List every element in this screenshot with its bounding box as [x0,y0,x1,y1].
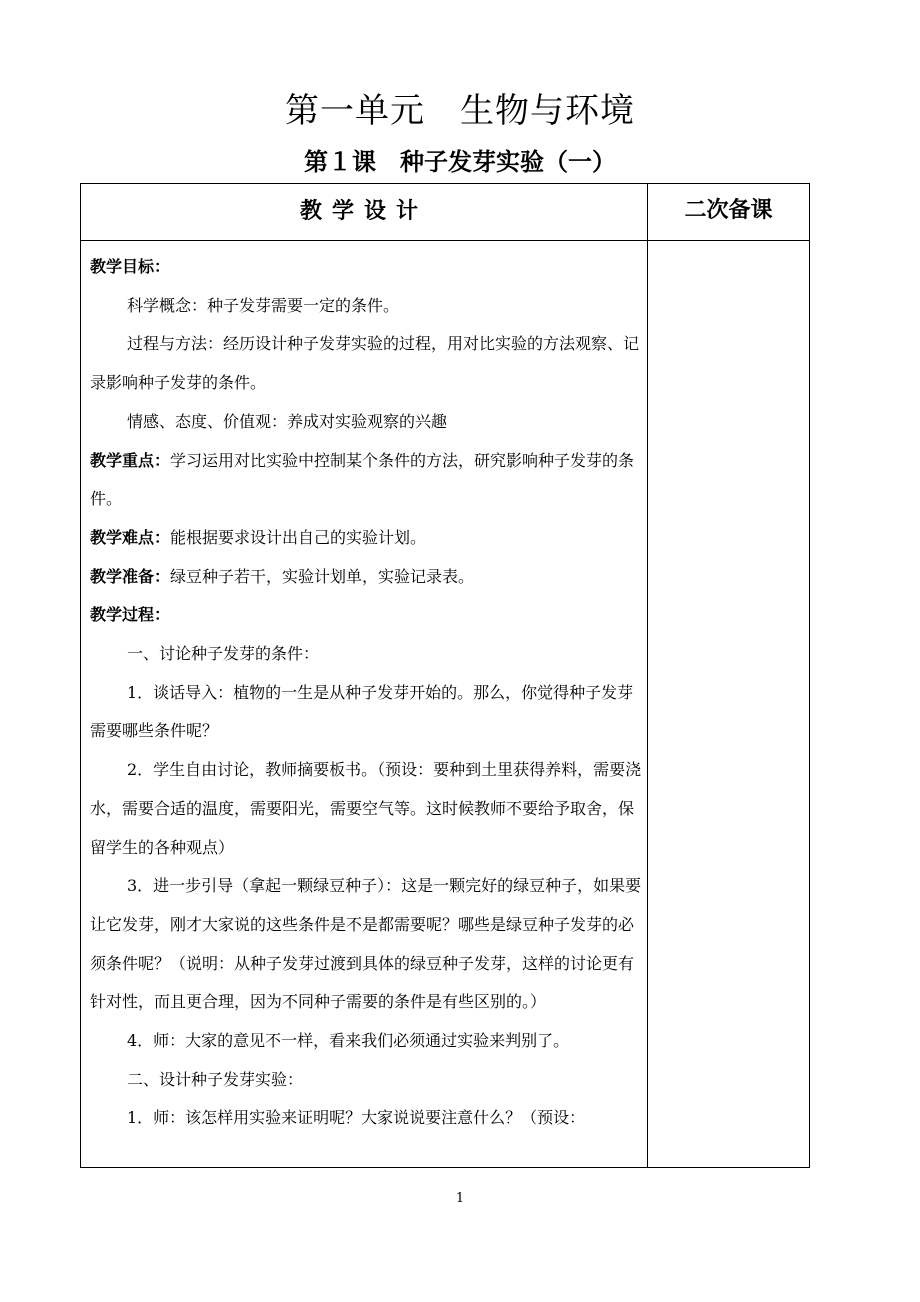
step-1-3: 3．进一步引导（拿起一颗绿豆种子）：这是一颗完好的绿豆种子，如果要让它发芽，刚才大家说的这些条件是不是都需要呢？哪些是绿豆种子发芽的必须条件呢？（说明：从种子发芽过渡到具体的绿豆种子发芽，这样的讨论更有针对性，而且更合理，因为不同种子需要的条件是有些区别的。） [90,876,642,1012]
objective-process: 过程与方法：经历设计种子发芽实验的过程，用对比实验的方法观察、记录影响种子发芽的条件。 [90,334,640,393]
difficulty-paragraph [90,519,642,558]
difficulty-text: 能根据要求设计出自己的实验计划。 [170,527,427,547]
objectives-paragraph [90,248,642,287]
preparation-paragraph [90,558,642,597]
lesson-title: 第１课 种子发芽实验（一） [304,148,616,176]
section-1-title: 一、讨论种子发芽的条件： [127,644,320,664]
process-label: 教学过程： [90,605,171,625]
table-header-second-preparation: 二次备课 [684,198,773,223]
difficulty-label: 教学难点： [90,527,171,547]
objective-concept: 科学概念：种子发芽需要一定的条件。 [127,295,400,315]
step-1-2: 2．学生自由讨论，教师摘要板书。（预设：要种到土里获得养料，需要浇水，需要合适的温度，需要阳光，需要空气等。这时候教师不要给予取舍，保留学生的各种观点） [90,760,642,857]
page-number: 1 [455,1191,465,1206]
section-2-title: 二、设计种子发芽实验： [127,1069,304,1089]
process-paragraph [90,596,642,635]
key-point-paragraph [90,442,642,519]
objective-attitude: 情感、态度、价值观：养成对实验观察的兴趣 [127,411,448,431]
unit-title: 第一单元 生物与环境 [285,91,635,131]
table-header-teaching-design: 教学设计 [299,199,428,224]
objectives-label: 教学目标： [90,257,171,276]
step-1-1: 1．谈话导入：植物的一生是从种子发芽开始的。那么，你觉得种子发芽需要哪些条件呢？ [90,682,634,741]
step-2-1: 1．师：该怎样用实验来证明呢？大家说说要注意什么？（预设： [127,1108,586,1128]
key-point-label: 教学重点： [90,450,171,470]
preparation-text: 绿豆种子若干，实验计划单，实验记录表。 [170,566,475,586]
preparation-label: 教学准备： [90,566,171,586]
key-point-text: 学习运用对比实验中控制某个条件的方法，研究影响种子发芽的条件。 [90,450,635,509]
lesson-plan-table [80,183,810,1168]
step-1-4: 4．师：大家的意见不一样，看来我们必须通过实验来判别了。 [127,1031,570,1051]
teaching-design-content [90,248,642,1138]
second-preparation-cell [648,241,809,1167]
